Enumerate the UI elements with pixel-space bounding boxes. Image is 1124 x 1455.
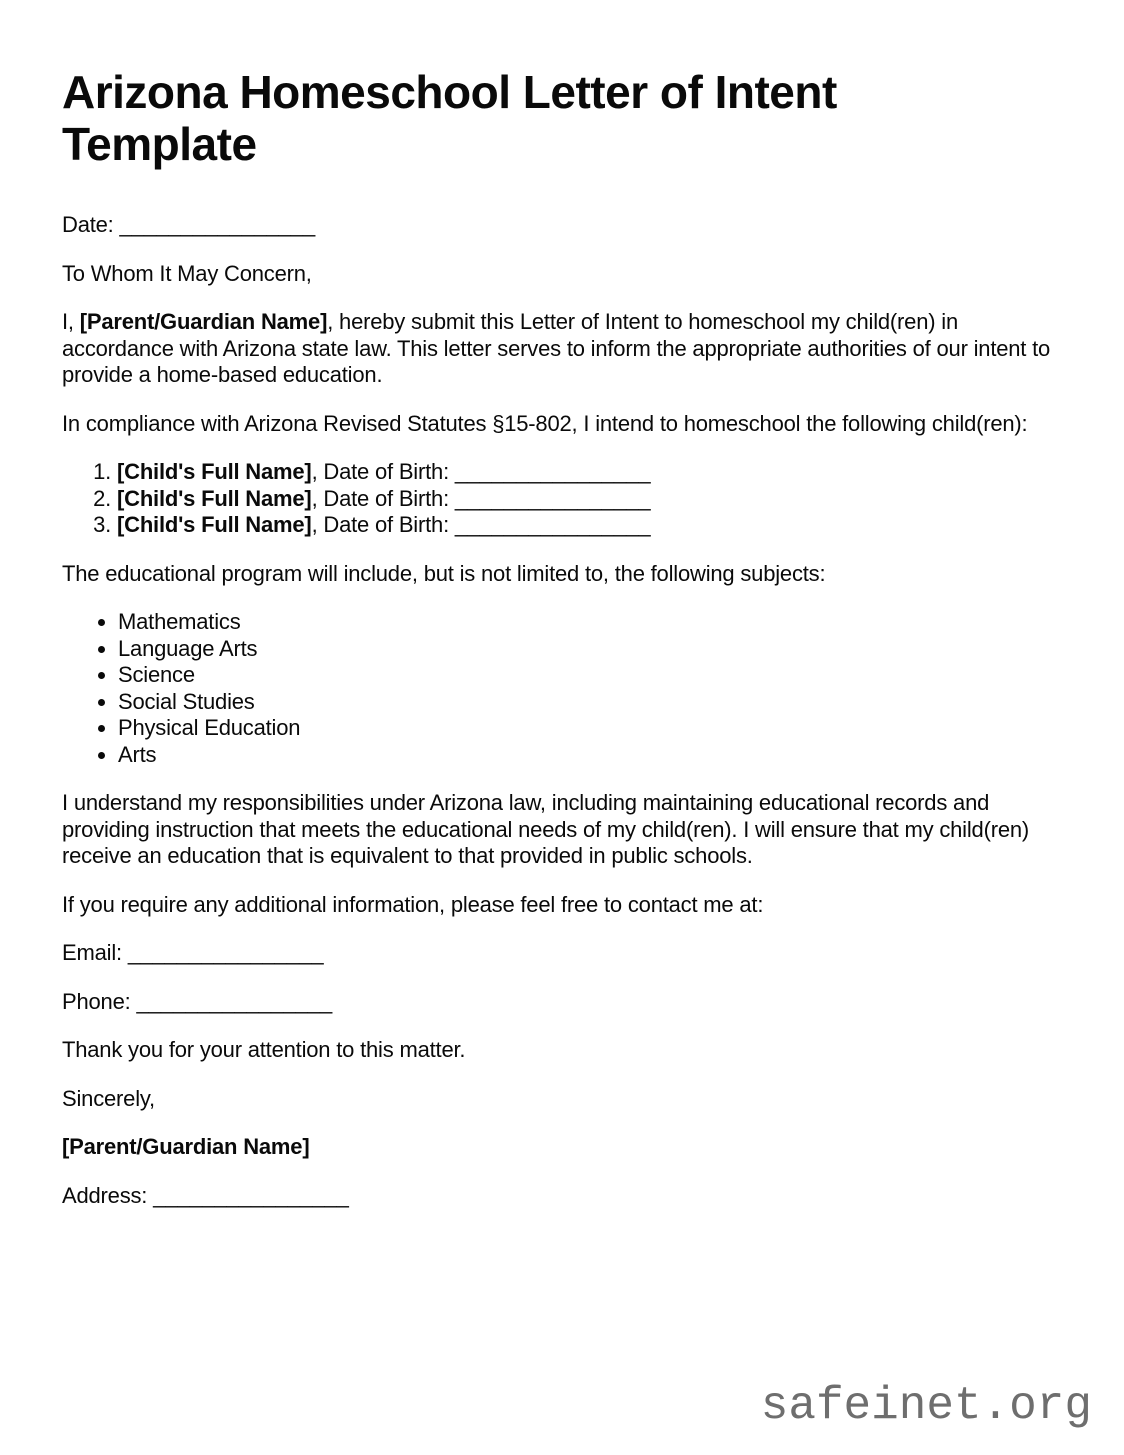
phone-line (62, 989, 1066, 1016)
phone-blank: ________________ (136, 988, 333, 1014)
dob-label: , Date of Birth: (311, 459, 455, 484)
email-label: Email: (62, 940, 122, 965)
address-line (62, 1183, 1066, 1210)
salutation: To Whom It May Concern, (62, 260, 312, 286)
child-list-item (117, 486, 1066, 513)
intro-prefix: I, (62, 309, 80, 334)
subjects-intro: The educational program will include, but is not limited to, the following subjects: (62, 560, 826, 586)
date-label: Date: (62, 212, 114, 237)
dob-label: , Date of Birth: (311, 485, 455, 511)
subject-item: • Language Arts (118, 636, 1066, 663)
thanks-line: Thank you for your attention to this matter. (62, 1037, 466, 1062)
child-name-placeholder: [Child's Full Name] (117, 485, 312, 511)
dob-blank: ________________ (454, 485, 651, 511)
address-label: Address: (62, 1182, 148, 1208)
child-list-item (117, 512, 1066, 539)
page-title: Arizona Homeschool Letter of Intent Template (62, 66, 837, 170)
compliance-paragraph: In compliance with Arizona Revised Statutes §15-802, I intend to homeschool the following child(ren): (62, 410, 1028, 436)
dob-blank: ________________ (454, 459, 651, 484)
date-line (62, 212, 1066, 239)
address-blank: ________________ (153, 1182, 349, 1208)
date-blank: ________________ (119, 212, 316, 237)
subject-item: • Mathematics (118, 609, 1066, 636)
children-list (62, 459, 1066, 539)
child-list-item (117, 459, 1066, 486)
subject-item: • Science (118, 662, 1066, 689)
intro-paragraph (62, 309, 1066, 389)
responsibilities-paragraph: I understand my responsibilities under Arizona law, including maintaining educational records and providing instruction that meets the educational needs of my child(ren). I will ensure that my child(ren) receive an education that is equivalent to that provided in public schools. (62, 790, 1030, 868)
contact-intro: If you require any additional information, please feel free to contact me at: (62, 891, 764, 917)
parent-name-placeholder: [Parent/Guardian Name] (79, 309, 328, 334)
dob-blank: ________________ (454, 512, 651, 537)
child-name-placeholder: [Child's Full Name] (117, 459, 312, 484)
intro-suffix: , hereby submit this Letter of Intent to homeschool my child(ren) in accordance with Arizona state law. This letter serves to inform the appropriate authorities of our intent to provide a home-based education. (62, 309, 1051, 387)
subject-item: • Arts (118, 742, 1066, 769)
child-name-placeholder: [Child's Full Name] (117, 512, 312, 537)
email-line (62, 940, 1066, 967)
phone-label: Phone: (62, 988, 131, 1014)
closing-line: Sincerely, (62, 1085, 155, 1111)
subject-item: • Physical Education (118, 715, 1066, 742)
subjects-list (62, 609, 1066, 768)
subject-item: • Social Studies (118, 689, 1066, 716)
watermark: safeinet.org (760, 1380, 1092, 1432)
signature-name: [Parent/Guardian Name] (62, 1134, 310, 1159)
dob-label: , Date of Birth: (311, 512, 455, 537)
email-blank: ________________ (127, 940, 324, 965)
